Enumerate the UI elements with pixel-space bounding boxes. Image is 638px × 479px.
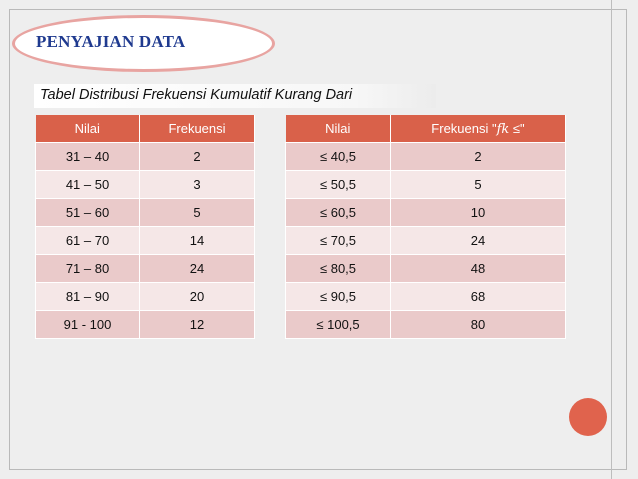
table-row bbox=[286, 227, 566, 255]
cell-nilai: 31 – 40 bbox=[36, 143, 140, 171]
frequency-table bbox=[35, 115, 255, 339]
table-header-row bbox=[36, 115, 255, 143]
cumulative-frequency-table bbox=[285, 115, 566, 339]
header-frekuensi-suffix: ≤" bbox=[509, 120, 525, 136]
table-row bbox=[36, 171, 255, 199]
cell-nilai: 41 – 50 bbox=[36, 171, 140, 199]
table-header-row bbox=[286, 115, 566, 143]
cell-nilai: ≤ 80,5 bbox=[286, 255, 391, 283]
cell-nilai: ≤ 90,5 bbox=[286, 283, 391, 311]
table-row bbox=[286, 199, 566, 227]
cell-frekuensi-kumulatif: 10 bbox=[391, 199, 566, 227]
table-row bbox=[286, 171, 566, 199]
cell-nilai: ≤ 70,5 bbox=[286, 227, 391, 255]
cell-frekuensi: 5 bbox=[140, 199, 255, 227]
table-row bbox=[36, 199, 255, 227]
header-nilai: Nilai bbox=[286, 115, 391, 143]
cell-frekuensi-kumulatif: 24 bbox=[391, 227, 566, 255]
cell-frekuensi: 14 bbox=[140, 227, 255, 255]
header-nilai: Nilai bbox=[36, 115, 140, 143]
table-row bbox=[36, 283, 255, 311]
table-caption: Tabel Distribusi Frekuensi Kumulatif Kurang Dari bbox=[40, 87, 353, 103]
table-row bbox=[36, 143, 255, 171]
header-frekuensi-prefix: Frekuensi " bbox=[431, 120, 497, 136]
cell-frekuensi: 20 bbox=[140, 283, 255, 311]
table-row bbox=[36, 255, 255, 283]
decorative-circle bbox=[569, 398, 607, 436]
cell-nilai: 51 – 60 bbox=[36, 199, 140, 227]
cell-nilai: 71 – 80 bbox=[36, 255, 140, 283]
cell-frekuensi-kumulatif: 48 bbox=[391, 255, 566, 283]
cell-nilai: 91 - 100 bbox=[36, 311, 140, 339]
cell-nilai: ≤ 100,5 bbox=[286, 311, 391, 339]
cell-frekuensi: 12 bbox=[140, 311, 255, 339]
cell-nilai: 61 – 70 bbox=[36, 227, 140, 255]
cell-frekuensi-kumulatif: 68 bbox=[391, 283, 566, 311]
cell-frekuensi: 24 bbox=[140, 255, 255, 283]
table-row bbox=[286, 143, 566, 171]
table-row bbox=[36, 227, 255, 255]
table-row bbox=[286, 311, 566, 339]
cell-frekuensi-kumulatif: 2 bbox=[391, 143, 566, 171]
cell-nilai: ≤ 40,5 bbox=[286, 143, 391, 171]
cell-nilai: 81 – 90 bbox=[36, 283, 140, 311]
header-fk-symbol: 𝑓𝑘 bbox=[496, 121, 510, 137]
header-frekuensi: Frekuensi bbox=[140, 115, 255, 143]
table-row bbox=[286, 283, 566, 311]
cell-nilai: ≤ 60,5 bbox=[286, 199, 391, 227]
table-row bbox=[36, 311, 255, 339]
cell-frekuensi-kumulatif: 80 bbox=[391, 311, 566, 339]
vertical-divider-line bbox=[611, 0, 612, 479]
cell-frekuensi: 3 bbox=[140, 171, 255, 199]
header-frekuensi-kumulatif bbox=[391, 115, 566, 143]
table-row bbox=[286, 255, 566, 283]
cell-nilai: ≤ 50,5 bbox=[286, 171, 391, 199]
slide-title: PENYAJIAN DATA bbox=[36, 32, 186, 51]
cell-frekuensi: 2 bbox=[140, 143, 255, 171]
cell-frekuensi-kumulatif: 5 bbox=[391, 171, 566, 199]
